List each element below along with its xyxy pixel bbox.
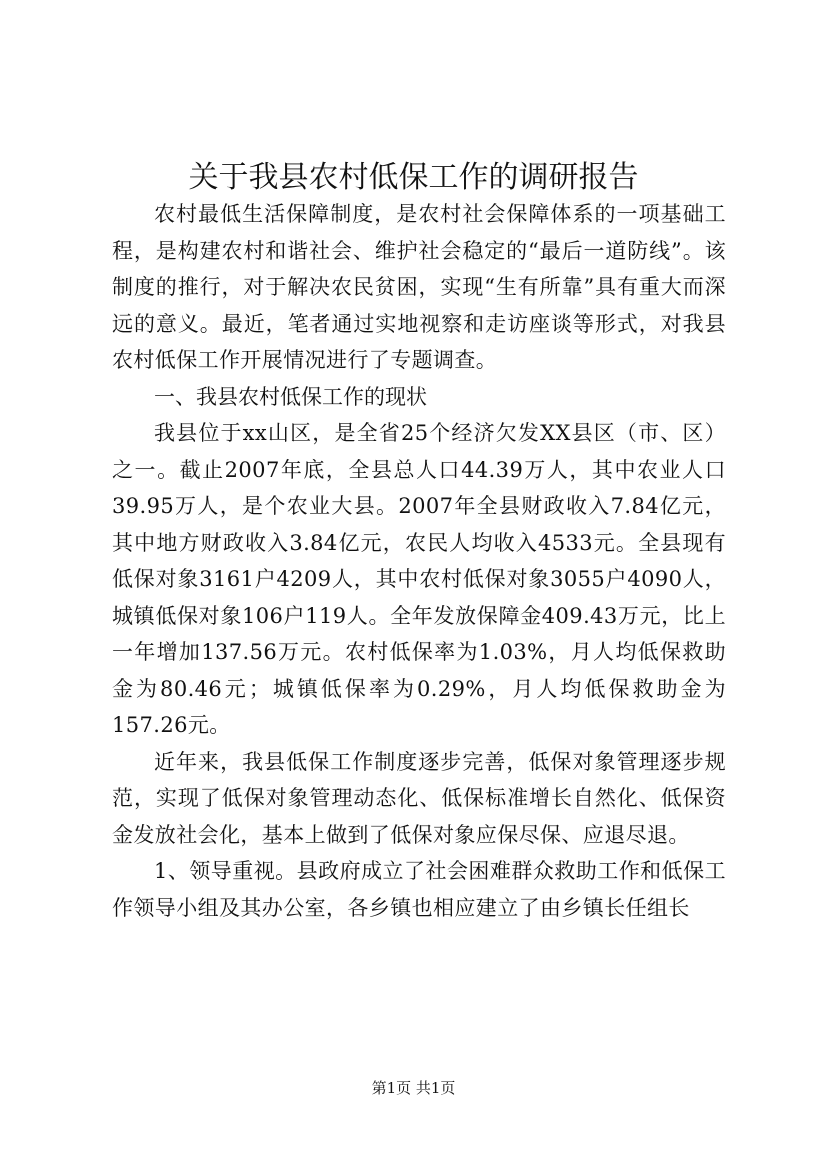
leadership-paragraph: 1、领导重视。县政府成立了社会困难群众救助工作和低保工作领导小组及其办公室，各乡镇也相应建立了由乡镇长任组长 xyxy=(112,859,726,920)
statistics-paragraph: 我县位于xx山区，是全省25个经济欠发XX县区（市、区）之一。截止2007年底，全县总人口44.39万人，其中农业人口39.95万人，是个农业大县。2007年全县财政收入7.84亿元，其中地方财政收入3.84亿元，农民人均收入4533元。全县现有低保对象3161户4209人，其中农村低保对象3055户4090人，城镇低保对象106户119人。全年发放保障金409.43万元，比上一年增加137.56万元。农村低保率为1.03%，月人均低保救助金为80.46元；城镇低保率为0.29%，月人均低保救助金为157.26元。 xyxy=(112,421,726,737)
page-footer: 第1页 共1页 xyxy=(371,1079,456,1097)
document-title: 关于我县农村低保工作的调研报告 xyxy=(188,160,639,196)
progress-paragraph: 近年来，我县低保工作制度逐步完善，低保对象管理逐步规范，实现了低保对象管理动态化、低保标准增长自然化、低保资金发放社会化，基本上做到了低保对象应保尽保、应退尽退。 xyxy=(112,749,726,847)
section-heading-current-status: 一、我县农村低保工作的现状 xyxy=(154,384,427,409)
intro-paragraph: 农村最低生活保障制度，是农村社会保障体系的一项基础工程，是构建农村和谐社会、维护社会稳定的“最后一道防线”。该制度的推行，对于解决农民贫困，实现“生有所靠”具有重大而深远的意义。最近，笔者通过实地视察和走访座谈等形式，对我县农村低保工作开展情况进行了专题调查。 xyxy=(112,202,726,372)
document-body xyxy=(112,196,726,926)
